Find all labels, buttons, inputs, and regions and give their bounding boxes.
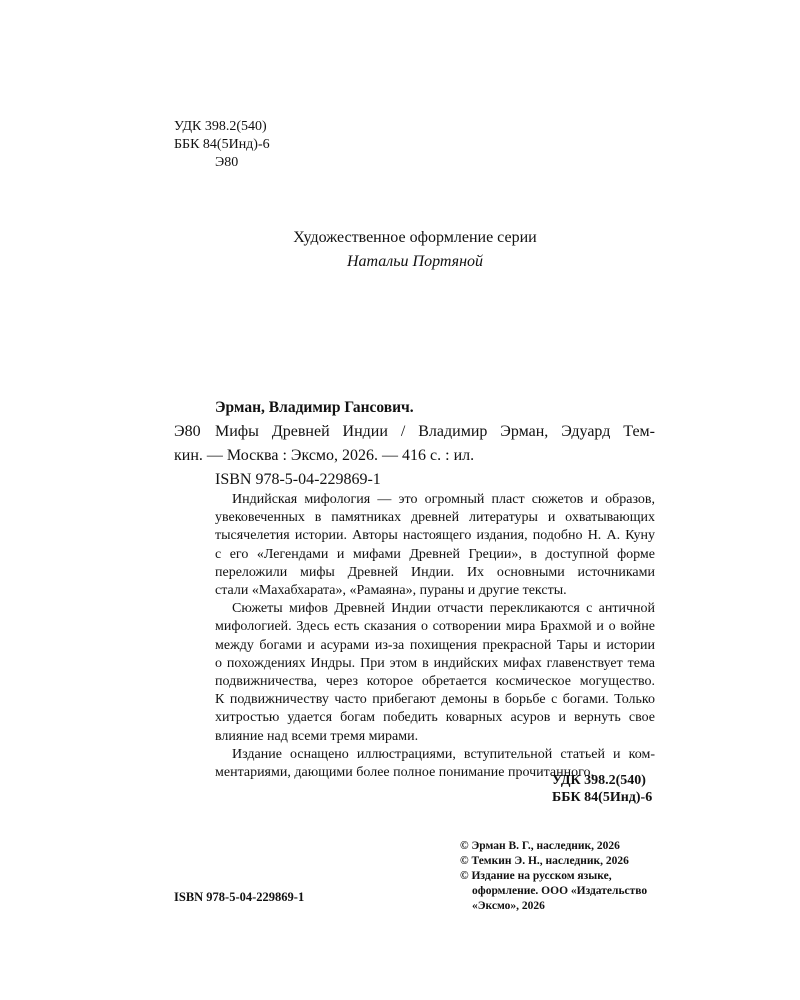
- annotation-line: ментариями, дающими более полное понимание прочитанного.: [215, 765, 594, 781]
- annotation-line: К подвижничеству часто прибегают демоны в борьбе с богами. Только: [215, 692, 655, 708]
- copyright-line: © Издание на русском языке,: [460, 870, 612, 882]
- design-credit-line: Художественное оформление серии: [293, 229, 537, 246]
- annotation-line: тысячелетия истории. Авторы настоящего издания, подобно Н. А. Куну: [215, 528, 655, 544]
- catalog-title-line2: кин. — Москва : Эксмо, 2026. — 416 с. : ил.: [174, 447, 475, 464]
- copyright-line: оформление. ООО «Издательство: [472, 885, 648, 897]
- annotation-line: влияние над всеми тремя мирами.: [215, 728, 419, 744]
- annotation-line: стали «Махабхарата», «Рамаяна», пураны и другие тексты.: [215, 583, 567, 599]
- header-udk: УДК 398.2(540): [174, 119, 267, 134]
- annotation-line: между богами и асурами из-за похищения прекрасной Тары и истории: [215, 637, 655, 653]
- catalog-author: Эрман, Владимир Гансович.: [215, 399, 414, 416]
- annotation-line: переложили мифы Древней Индии. Их основными источниками: [215, 564, 655, 580]
- annotation-line: увековеченных в памятниках древней литературы и охватывающих: [215, 510, 655, 526]
- annotation-line: хитростью удается богам победить коварных асуров и вернуть свое: [215, 710, 655, 726]
- copyright-line: © Эрман В. Г., наследник, 2026: [460, 840, 620, 852]
- copyright-block: [460, 839, 647, 914]
- annotation-line: о похождениях Индры. При этом в индийских мифах главенствует тема: [215, 655, 655, 671]
- copyright-line: «Эксмо», 2026: [472, 900, 545, 912]
- header-bbk: ББК 84(5Инд)-6: [174, 137, 270, 152]
- classification-udk: УДК 398.2(540): [552, 773, 646, 788]
- annotation-line: с его «Легендами и мифами Древней Греции», в доступной форме: [215, 546, 655, 562]
- design-credit-name: Натальи Портяной: [346, 253, 484, 270]
- catalog-code: Э80: [174, 423, 201, 440]
- catalog-title-line1: Мифы Древней Индии / Владимир Эрман, Эдуард Тем-: [215, 423, 655, 440]
- annotation-line: Индийская мифология — это огромный пласт сюжетов и образов,: [232, 492, 655, 507]
- annotation-line: мифологией. Здесь есть сказания о сотворении мира Брахмой и о войне: [215, 619, 655, 635]
- copyright-line: © Темкин Э. Н., наследник, 2026: [460, 855, 629, 867]
- annotation: [215, 491, 655, 782]
- footer-isbn: ISBN 978-5-04-229869-1: [174, 890, 305, 904]
- annotation-line: Издание оснащено иллюстрациями, вступительной статьей и ком-: [232, 746, 655, 762]
- header-code: Э80: [215, 155, 239, 170]
- annotation-line: подвижничества, через которое обретается космическое могущество.: [215, 674, 655, 690]
- annotation-line: Сюжеты мифов Древней Индии отчасти перекликаются с античной: [232, 601, 655, 617]
- catalog-isbn: ISBN 978-5-04-229869-1: [215, 471, 381, 488]
- classification-bbk: ББК 84(5Инд)-6: [552, 790, 653, 805]
